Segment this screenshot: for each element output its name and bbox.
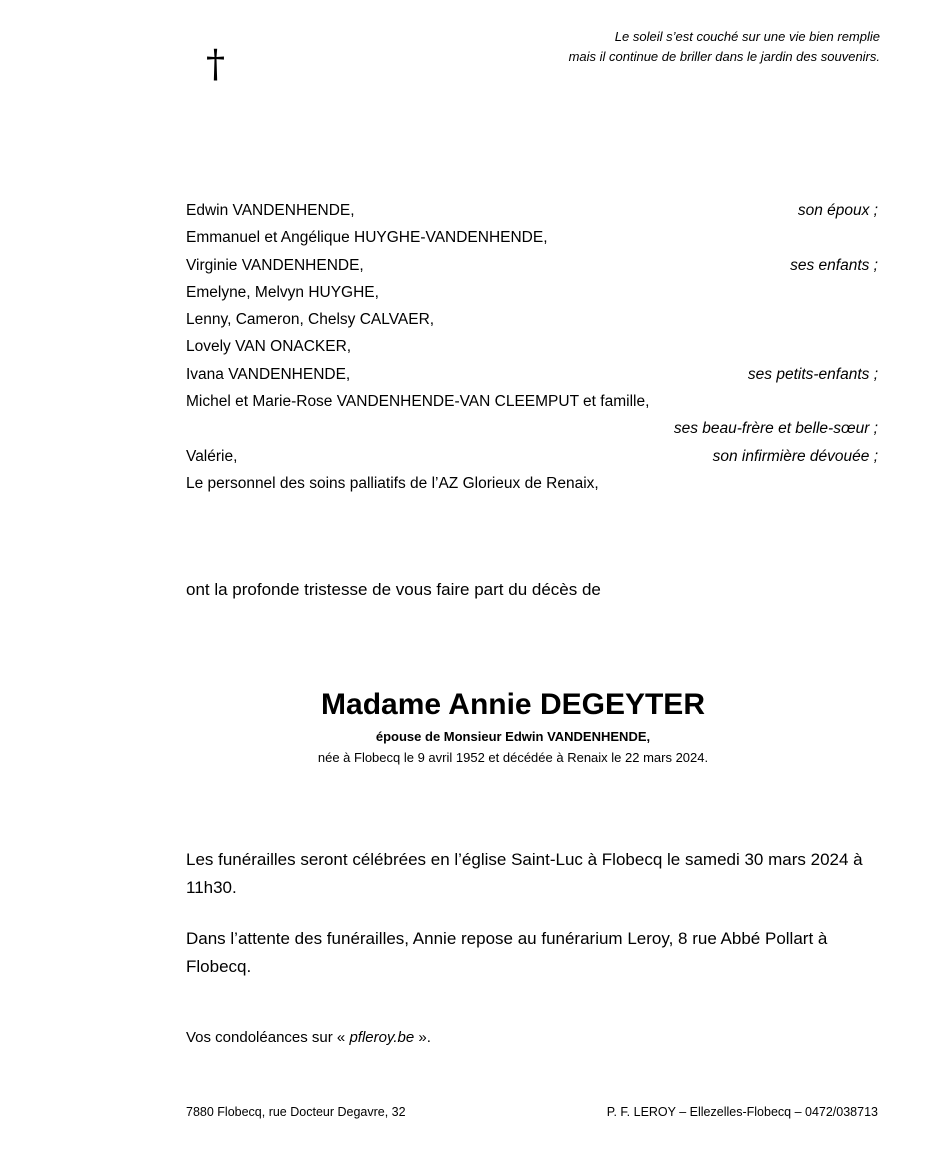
family-names: Valérie,	[186, 447, 238, 465]
funeral-paragraph: Les funérailles seront célébrées en l’église Saint-Luc à Flobecq le samedi 30 mars 2024 à 11h30.	[186, 850, 863, 897]
family-row	[186, 415, 880, 442]
condolences-prefix: Vos condoléances sur «	[186, 1029, 350, 1046]
family-names: Virginie VANDENHENDE,	[186, 256, 364, 274]
footer-company: P. F. LEROY – Ellezelles-Flobecq – 0472/038713	[606, 1105, 878, 1119]
family-names: Lovely VAN ONACKER,	[186, 338, 352, 356]
family-names: Emmanuel et Angélique HUYGHE-VANDENHENDE,	[186, 229, 548, 247]
epigraph	[569, 27, 880, 67]
family-relation: son époux ;	[797, 202, 878, 219]
epigraph-line-1: Le soleil s’est couché sur une vie bien remplie	[614, 29, 880, 44]
family-names: Le personnel des soins palliatifs de l’AZ Glorieux de Renaix,	[186, 474, 599, 492]
family-names: Emelyne, Melvyn HUYGHE,	[186, 283, 379, 301]
family-row	[186, 306, 880, 333]
condolences-suffix: ».	[414, 1029, 431, 1046]
family-row	[186, 470, 880, 497]
family-names: Edwin VANDENHENDE,	[186, 202, 355, 219]
footer	[186, 1103, 878, 1121]
deceased-block	[186, 683, 880, 769]
family-list	[186, 197, 880, 497]
family-names: Lenny, Cameron, Chelsy CALVAER,	[186, 311, 435, 329]
family-row	[186, 224, 880, 251]
family-row	[186, 388, 880, 415]
family-row	[186, 443, 880, 470]
family-names: Ivana VANDENHENDE,	[186, 365, 351, 383]
condolences-line	[186, 1027, 431, 1049]
announcement-text: ont la profonde tristesse de vous faire part du décès de	[186, 580, 601, 599]
family-relation: ses beau-frère et belle-sœur ;	[673, 420, 878, 438]
family-row	[186, 252, 880, 279]
family-row	[186, 279, 880, 306]
epigraph-line-2: mais il continue de briller dans le jardin des souvenirs.	[568, 49, 880, 64]
cross-icon: †	[206, 42, 225, 86]
deceased-name: Madame Annie DEGEYTER	[321, 688, 705, 721]
repose-paragraph: Dans l’attente des funérailles, Annie repose au funérarium Leroy, 8 rue Abbé Pollart à Flobecq.	[186, 929, 828, 976]
footer-address: 7880 Flobecq, rue Docteur Degavre, 32	[186, 1105, 406, 1119]
family-names: Michel et Marie-Rose VANDENHENDE-VAN CLEEMPUT et famille,	[186, 393, 650, 411]
family-row	[186, 197, 880, 224]
condolences-site-link[interactable]: pfleroy.be	[349, 1029, 415, 1046]
deceased-dates: née à Flobecq le 9 avril 1952 et décédée à Renaix le 22 mars 2024.	[317, 750, 709, 765]
family-relation: ses petits-enfants ;	[747, 365, 878, 383]
family-row	[186, 361, 880, 388]
family-relation: son infirmière dévouée ;	[712, 447, 878, 465]
deceased-spouse: épouse de Monsieur Edwin VANDENHENDE,	[375, 729, 651, 744]
family-relation: ses enfants ;	[790, 256, 878, 274]
family-row	[186, 333, 880, 360]
